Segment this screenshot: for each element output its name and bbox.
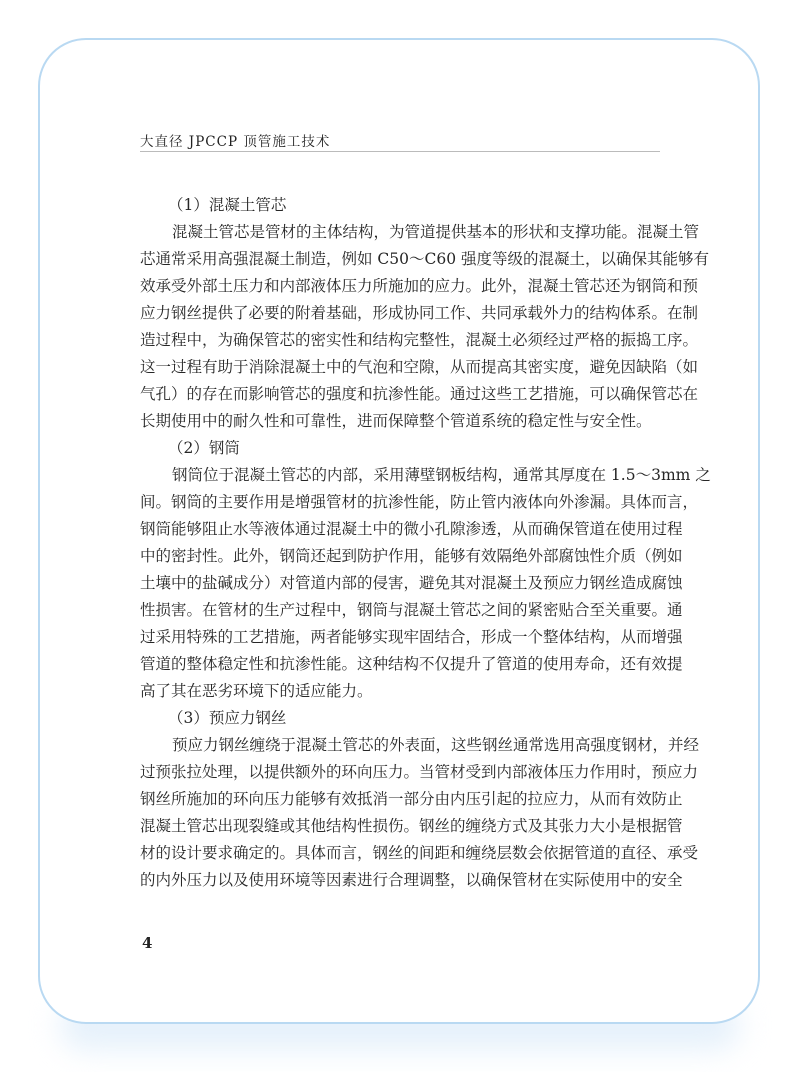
section-heading: （2）钢筒: [168, 439, 240, 457]
paragraph-line: 高了其在恶劣环境下的适应能力。: [140, 682, 373, 700]
paragraph-line: 材的设计要求确定的。具体而言，钢丝的间距和缠绕层数会依据管道的直径、承受: [140, 844, 699, 862]
header-rule: [140, 151, 660, 152]
paragraph-line: 土壤中的盐碱成分）对管道内部的侵害，避免其对混凝土及预应力钢丝造成腐蚀: [140, 574, 683, 592]
paragraph-line: 造过程中，为确保管芯的密实性和结构完整性，混凝土必须经过严格的振捣工序。: [140, 331, 699, 349]
paragraph-line: 过预张拉处理，以提供额外的环向压力。当管材受到内部液体压力作用时，预应力: [140, 763, 699, 781]
paragraph-line: 钢筒能够阻止水等液体通过混凝土中的微小孔隙渗透，从而确保管道在使用过程: [140, 520, 683, 538]
paragraph-line: 芯通常采用高强混凝土制造，例如 C50～C60 强度等级的混凝土，以确保其能够有: [140, 250, 710, 268]
section-heading: （3）预应力钢丝: [168, 709, 287, 727]
paragraph-line: 长期使用中的耐久性和可靠性，进而保障整个管道系统的稳定性与安全性。: [140, 412, 652, 430]
paragraph-line: 混凝土管芯是管材的主体结构，为管道提供基本的形状和支撑功能。混凝土管: [172, 223, 700, 241]
paragraph-line: 混凝土管芯出现裂缝或其他结构性损伤。钢丝的缠绕方式及其张力大小是根据管: [140, 817, 683, 835]
paragraph-line: 过采用特殊的工艺措施，两者能够实现牢固结合，形成一个整体结构，从而增强: [140, 628, 683, 646]
paragraph-line: 预应力钢丝缠绕于混凝土管芯的外表面，这些钢丝通常选用高强度钢材，并经: [172, 736, 700, 754]
paragraph-line: 中的密封性。此外，钢筒还起到防护作用，能够有效隔绝外部腐蚀性介质（例如: [140, 547, 683, 565]
paragraph-line: 气孔）的存在而影响管芯的强度和抗渗性能。通过这些工艺措施，可以确保管芯在: [140, 385, 699, 403]
section-heading: （1）混凝土管芯: [168, 196, 287, 214]
paragraph-line: 管道的整体稳定性和抗渗性能。这种结构不仅提升了管道的使用寿命，还有效提: [140, 655, 683, 673]
paragraph-line: 性损害。在管材的生产过程中，钢筒与混凝土管芯之间的紧密贴合至关重要。通: [140, 601, 683, 619]
paragraph-line: 钢丝所施加的环向压力能够有效抵消一部分由内压引起的拉应力，从而有效防止: [140, 790, 683, 808]
paragraph-line: 钢筒位于混凝土管芯的内部，采用薄壁钢板结构，通常其厚度在 1.5～3mm 之: [172, 466, 711, 484]
paragraph-line: 这一过程有助于消除混凝土中的气泡和空隙，从而提高其密实度，避免因缺陷（如: [140, 358, 699, 376]
paragraph-line: 间。钢筒的主要作用是增强管材的抗渗性能，防止管内液体向外渗漏。具体而言，: [140, 493, 699, 511]
running-header: 大直径 JPCCP 顶管施工技术: [140, 134, 331, 150]
paragraph-line: 应力钢丝提供了必要的附着基础，形成协同工作、共同承载外力的结构体系。在制: [140, 304, 699, 322]
paragraph-line: 效承受外部土压力和内部液体压力所施加的应力。此外，混凝土管芯还为钢筒和预: [140, 277, 699, 295]
page-number: 4: [142, 934, 153, 952]
paragraph-line: 的内外压力以及使用环境等因素进行合理调整，以确保管材在实际使用中的安全: [140, 871, 683, 889]
page-body: [140, 192, 711, 894]
